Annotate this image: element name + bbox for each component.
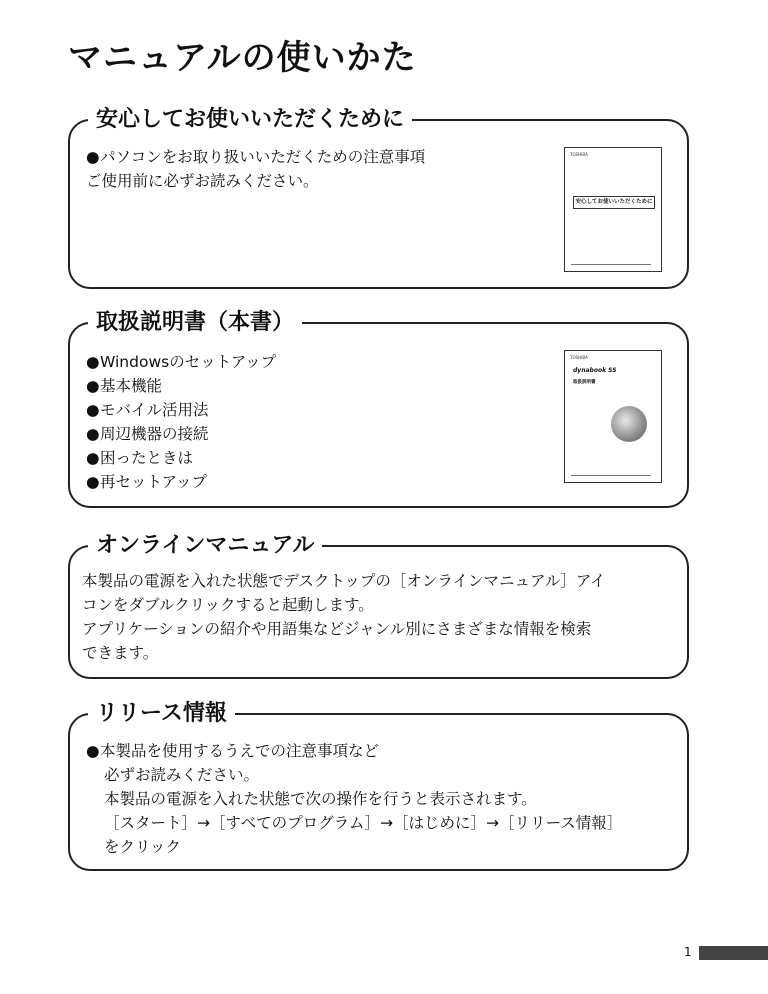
booklet-cover-image [564, 147, 662, 272]
section-body [82, 569, 605, 665]
book-cover-title: 安心してお使いいただくために [573, 196, 655, 209]
page-tab-bar [699, 946, 768, 960]
section-heading: オンラインマニュアル [88, 530, 322, 562]
bullet-icon: ● [86, 148, 100, 166]
section-body [86, 350, 276, 494]
body-line: アプリケーションの紹介や用語集などジャンル別にさまざまな情報を検索 [82, 620, 592, 638]
body-line: 本製品の電源を入れた状態でデスクトップの［オンラインマニュアル］アイ [82, 572, 606, 590]
list-item: ●困ったときは [86, 449, 194, 467]
list-item: ●周辺機器の接続 [86, 425, 209, 443]
list-item: ●再セットアップ [86, 473, 207, 491]
section-user-manual [68, 310, 689, 508]
book-logo: dynabook SS [573, 367, 617, 374]
body-line: 必ずお読みください。 [104, 766, 260, 784]
list-item: ●基本機能 [86, 377, 163, 395]
body-line: できます。 [82, 644, 159, 662]
section-release-info [68, 701, 689, 871]
book-brand: TOSHIBA [570, 355, 588, 360]
section-body [86, 739, 622, 859]
list-item: ●本製品を使用するうえでの注意事項など [86, 742, 380, 760]
list-item: ●パソコンをお取り扱いいただくための注意事項 [86, 145, 425, 169]
manual-cover-image [564, 350, 662, 483]
page-title: マニュアルの使いかた [68, 38, 417, 78]
section-online-manual [68, 533, 689, 679]
page-number: 1 [684, 945, 692, 959]
book-brand: TOSHIBA [570, 152, 588, 157]
body-line: コンをダブルクリックすると起動します。 [82, 596, 374, 614]
section-heading: 取扱説明書（本書） [88, 307, 302, 339]
section-heading: 安心してお使いいただくために [88, 104, 412, 136]
book-footer-rule [571, 264, 651, 265]
list-item: ●Windowsのセットアップ [86, 353, 277, 371]
globe-illustration [611, 406, 647, 442]
section-body [86, 145, 425, 193]
book-footer-rule [571, 475, 651, 476]
body-line: 本製品の電源を入れた状態で次の操作を行うと表示されます。 [104, 790, 537, 808]
body-line: ご使用前に必ずお読みください。 [86, 172, 319, 190]
menu-path-line: ［スタート］→［すべてのプログラム］→［はじめに］→［リリース情報］ [104, 814, 623, 832]
book-cover-title: 取扱説明書 [573, 380, 596, 385]
list-item: ●モバイル活用法 [86, 401, 209, 419]
section-heading: リリース情報 [88, 698, 235, 730]
body-line: をクリック [104, 838, 181, 856]
section-safety-manual [68, 107, 689, 289]
